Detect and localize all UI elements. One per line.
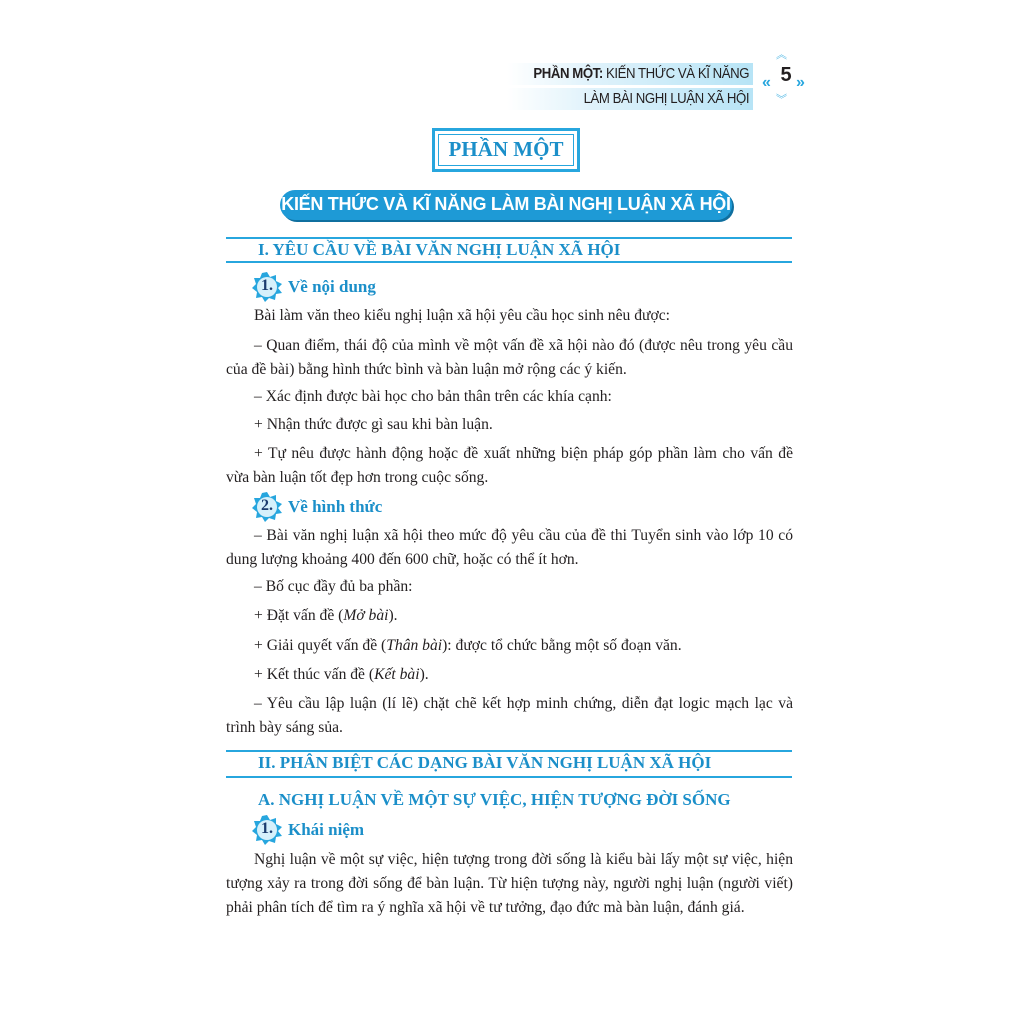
italic-term: Kết bài	[374, 666, 420, 683]
running-header-topic: KIẾN THỨC VÀ KĨ NĂNG	[602, 65, 749, 82]
badge-number: 1.	[261, 820, 273, 837]
quote-right-icon: »	[796, 74, 805, 91]
text-run: ).	[388, 607, 398, 624]
subsection-a-title: A. NGHỊ LUẬN VỀ MỘT SỰ VIỆC, HIỆN TƯỢNG ĐỜI SỐNG	[258, 790, 731, 809]
part-banner-text: KIẾN THỨC VÀ KĨ NĂNG LÀM BÀI NGHỊ LUẬN XÃ HỘI	[281, 194, 731, 214]
paragraph: + Nhận thức được gì sau khi bàn luận.	[254, 416, 493, 433]
number-badge-icon	[252, 272, 282, 302]
paragraph: + Tự nêu được hành động hoặc đề xuất những biện pháp góp phần làm cho vấn đề vừa bàn luận tốt đẹp hơn trong cuộc sống.	[226, 445, 793, 486]
paragraph: – Bài văn nghị luận xã hội theo mức độ yêu cầu của đề thi Tuyển sinh vào lớp 10 có dung lượng khoảng 400 đến 600 chữ, hoặc có thể ít hơn.	[226, 527, 793, 568]
paragraph: – Bố cục đầy đủ ba phần:	[254, 578, 413, 595]
quote-left-icon: «	[762, 74, 771, 91]
text-run: ).	[419, 666, 429, 683]
text-run: + Kết thúc vấn đề (	[254, 666, 375, 683]
part-banner	[280, 190, 732, 220]
paragraph	[226, 663, 793, 687]
running-header-part: PHẦN MỘT:	[533, 65, 603, 82]
section-1-bottom-rule	[226, 261, 792, 263]
section-2-bottom-rule	[226, 776, 792, 778]
badge-number: 1.	[261, 277, 273, 294]
paragraph: – Xác định được bài học cho bản thân trên các khía cạnh:	[254, 388, 612, 405]
paragraph	[226, 604, 793, 628]
running-header-line-2: LÀM BÀI NGHỊ LUẬN XÃ HỘI	[583, 90, 749, 107]
text-run: + Đặt vấn đề (	[254, 607, 344, 624]
section-1-title: I. YÊU CẦU VỀ BÀI VĂN NGHỊ LUẬN XÃ HỘI	[258, 240, 621, 259]
section-2-title: II. PHÂN BIỆT CÁC DẠNG BÀI VĂN NGHỊ LUẬN XÃ HỘI	[258, 753, 712, 772]
paragraph: – Yêu cầu lập luận (lí lẽ) chặt chẽ kết hợp minh chứng, diễn đạt logic mạch lạc và trình bày sáng sủa.	[226, 695, 793, 736]
item-title: Khái niệm	[288, 820, 365, 839]
chevron-up-icon: ︽	[776, 49, 787, 61]
paragraph: – Quan điểm, thái độ của mình về một vấn đề xã hội nào đó (được nêu trong yêu cầu của đề bài) bằng hình thức bình và bàn luận mở rộng các ý kiến.	[226, 337, 793, 378]
item-title: Về hình thức	[288, 497, 383, 516]
item-title: Về nội dung	[288, 277, 376, 296]
badge-number: 2.	[261, 497, 273, 514]
number-badge-icon	[252, 815, 282, 845]
chevron-down-icon: ︾	[776, 94, 787, 106]
paragraph: Bài làm văn theo kiểu nghị luận xã hội yêu cầu học sinh nêu được:	[254, 307, 670, 324]
page-number: 5	[780, 64, 792, 86]
section-2-top-rule	[226, 750, 792, 752]
text-run: + Giải quyết vấn đề (	[254, 637, 387, 654]
italic-term: Thân bài	[386, 637, 443, 654]
number-badge-icon	[252, 492, 282, 522]
running-header-line-1	[533, 63, 749, 85]
italic-term: Mở bài	[343, 607, 389, 624]
section-1-top-rule	[226, 237, 792, 239]
part-title-box	[432, 128, 580, 172]
paragraph	[226, 634, 793, 658]
text-run: ): được tổ chức bằng một số đoạn văn.	[442, 637, 682, 654]
paragraph: Nghị luận về một sự việc, hiện tượng trong đời sống là kiểu bài lấy một sự việc, hiện tượng xảy ra trong đời sống để bàn luận. Từ hiện tượng này, người nghị luận (người viết) phải phân tích để tìm ra ý nghĩa xã hội về tư tưởng, đạo đức mà bàn luận, đánh giá.	[226, 851, 793, 916]
part-title: PHẦN MỘT	[448, 137, 564, 161]
